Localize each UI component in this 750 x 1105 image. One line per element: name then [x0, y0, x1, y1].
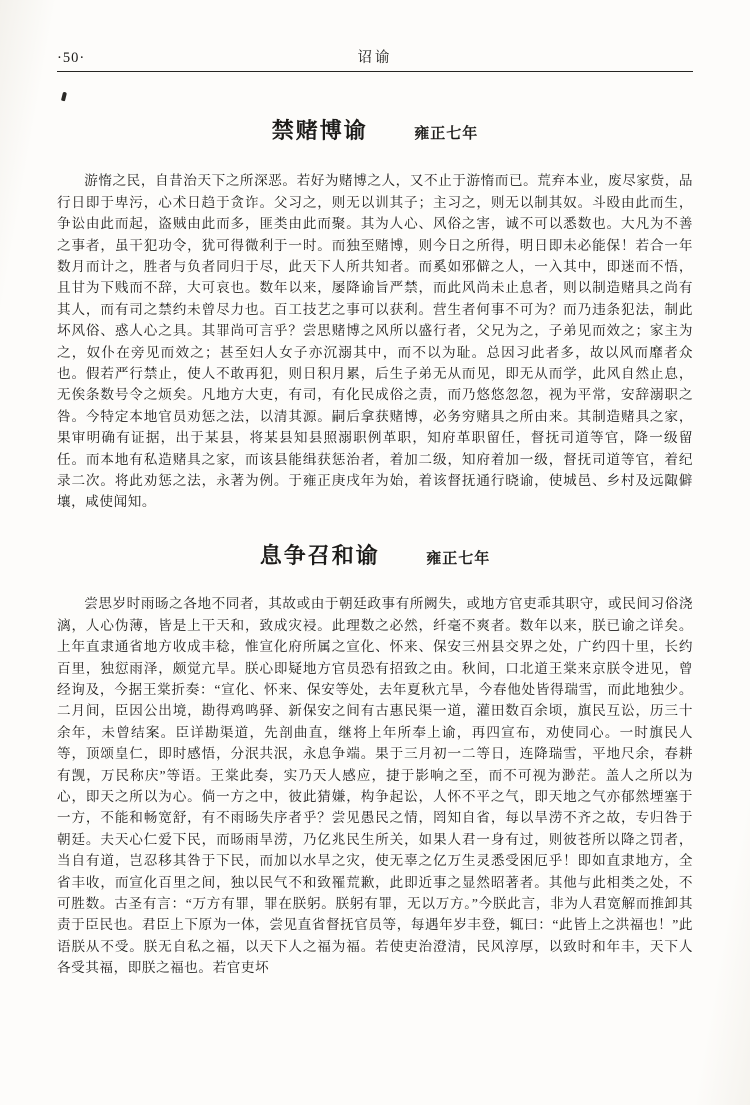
- edict-title-2: [57, 543, 693, 569]
- page-number: ·50·: [57, 50, 86, 66]
- edict-title-1-text: 禁赌博谕: [271, 118, 368, 143]
- edict-date-1: 雍正七年: [414, 126, 479, 142]
- edict-body-1: 游惰之民，自昔治天下之所深恶。若好为赌博之人，又不止于游惰而已。荒弃本业，废尽家赀，品行日即于卑污，心术日趋于贪诈。父习之，则无以训其子；主习之，则无以制其奴。斗殴由此而生，争讼由此而起，盗贼由此而多，匪类由此而聚。其为人心、风俗之害，诚不可以悉数也。大凡为不善之事者，虽干犯功令，犹可得微利于一时。而独至赌博，则今日之所得，明日即未必能保！若合一年数月而计之，胜者与负者同归于尽，此天下人所共知者。而奚如邪僻之人，一入其中，即迷而不悟，且甘为下贱而不辞，大可哀也。数年以来，屡降谕旨严禁，而此风尚未止息者，则以制造赌具之尚有其人，而有司之禁约未曾尽力也。百工技艺之事可以获利。营生者何事不可为？而乃违条犯法，制此坏风俗、惑人心之具。其罪尚可言乎？尝思赌博之风所以盛行者，父兄为之，子弟见而效之；家主为之，奴仆在旁见而效之；甚至妇人女子亦沉溺其中，而不以为耻。总因习此者多，故以风而靡者众也。假若严行禁止，使人不敢再犯，则日积月累，后生子弟无从而见，即无从而学，此风自然止息，无俟条数号令之烦矣。凡地方大吏，有司，有化民成俗之责，而乃悠悠忽忽，视为平常，安辞溺职之咎。今特定本地官员劝惩之法，以清其源。嗣后拿获赌博，必务穷赌具之所由来。其制造赌具之家，果审明确有证据，出于某县，将某县知县照溺职例革职，知府革职留任，督抚司道等官，降一级留任。而本地有私造赌具之家，而该县能缉获惩治者，着加二级，知府着加一级，督抚司道等官，着纪录二次。将此劝惩之法，永著为例。于雍正庚戌年为始，着该督抚通行晓谕，使城邑、乡村及远陬僻壤，咸使闻知。: [57, 173, 693, 510]
- edict-date-2: 雍正七年: [426, 550, 491, 567]
- page-header: [57, 46, 693, 66]
- edict-title-1: [57, 118, 693, 144]
- edict-title-2-text: 息争召和谕: [259, 542, 380, 568]
- running-header-title: 诏谕: [357, 50, 393, 66]
- scan-artifact-mark: [61, 92, 67, 102]
- edict-body-2: 尝思岁时雨旸之各地不同者，其故或由于朝廷政事有所阙失，或地方官吏乖其职守，或民间习俗浇漓，人心伪薄，皆是上干天和，致成灾祲。此理数之必然，纤毫不爽者。数年以来，朕已谕之详矣。上年直隶通省地方收成丰稔，惟宣化府所属之宣化、怀来、保安三州县交界之处，广约四十里，长约百里，独愆雨泽，颇觉亢旱。朕心即疑地方官员恐有招致之由。秋间，口北道王棠来京朕令进见，曾经询及，今据王棠折奏：“宣化、怀来、保安等处，去年夏秋亢旱，今春他处皆得瑞雪，而此地独少。二月间，臣因公出境，勘得鸡鸣驿、新保安之间有古惠民渠一道，灌田数百余顷，旗民互讼，历三十余年，未曾结案。臣详勘渠道，先剖曲直，继将上年所奉上谕，再四宣布，劝使同心。一时旗民人等，顶颂皇仁，即时感悟，分泯共泯，永息争端。果于三月初一二等日，连降瑞雪，平地尺余，春耕有觊，万民称庆”等语。王棠此奏，实乃天人感应，捷于影响之至，而不可视为渺茫。盖人之所以为心，即天之所以为心。倘一方之中，彼此猜嫌，构争起讼，人怀不平之气，即天地之气亦郁然堙塞于一方，不能和畅宽舒，有不雨旸失序者乎？尝见愚民之情，罔知自省，每以旱涝不齐之故，专归咎于朝廷。夫天心仁爱下民，而旸雨旱涝，乃亿兆民生所关，如果人君一身有过，则彼苍所以降之罚者，当自有道，岂忍移其咎于下民，而加以水旱之灾，使无辜之亿万生灵悉受困厄乎！即如直隶地方，全省丰收，而宣化百里之间，独以民气不和致罹荒歉，此即近事之显然昭著者。其他与此相类之处，不可胜数。古圣有言：“万方有罪，罪在朕躬。朕躬有罪，无以万方。”今朕此言，非为人君宽解而推卸其责于臣民也。君臣上下原为一体，尝见直省督抚官员等，每遇年岁丰登，辄曰：“此皆上之洪福也！”此语朕从不受。朕无自私之福，以天下人之福为福。若使吏治澄清，民风淳厚，以致时和年丰，天下人各受其福，即朕之福也。若官吏坏: [57, 596, 693, 976]
- header-rule: [57, 71, 693, 72]
